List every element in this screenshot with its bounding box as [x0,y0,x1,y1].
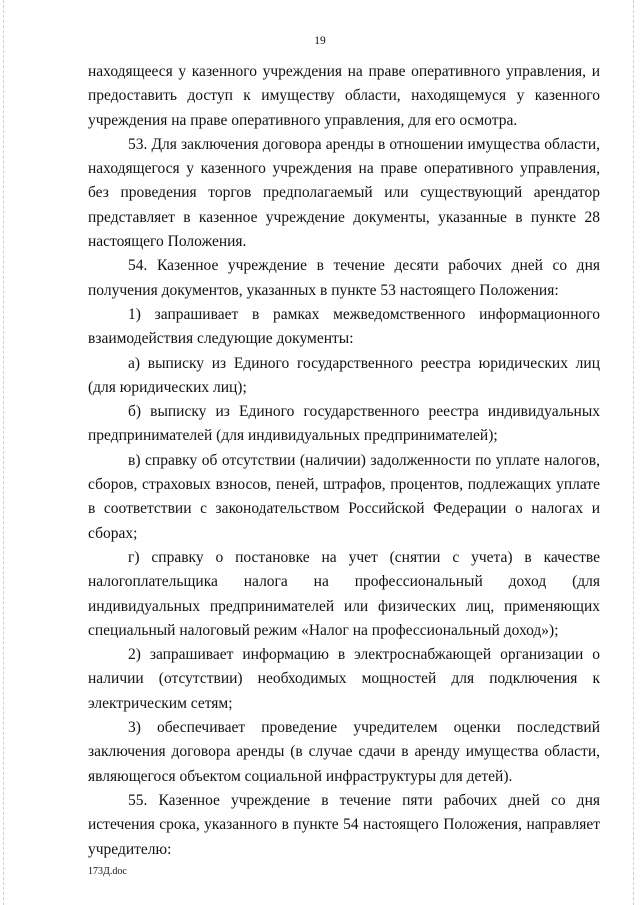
paragraph-54-item-3: 3) обеспечивает проведение учредителем оценки последствий заключения договора аренды (в случае сдачи в аренду имущества области, являющегося объектом социальной инфраструктуры для детей). [88,719,600,785]
paragraph-54-item-1g: г) справку о постановке на учет (снятии с учета) в качестве налогоплательщика налога на профессиональный доход (для индивидуальных предпринимателей или физических лиц, применяющих специальный налоговый режим «Налог на профессиональный доход»); [88,548,600,639]
paragraph-54-item-2: 2) запрашивает информацию в электроснабжающей организации о наличии (отсутствии) необходимых мощностей для подключения к электрическим сетям; [88,646,600,712]
scan-edge-left [3,0,5,905]
paragraph-54: 54. Казенное учреждение в течение десяти рабочих дней со дня получения документов, указанных в пункте 53 настоящего Положения: [88,257,600,299]
paragraph-54-item-1v: в) справку об отсутствии (наличии) задолженности по уплате налогов, сборов, страховых взносов, пеней, штрафов, процентов, подлежащих уплате в соответствии с законодательством Российской Федерации о налогах и сборах; [88,451,600,542]
paragraph-54-item-1: 1) запрашивает в рамках межведомственного информационного взаимодействия следующие документы: [88,305,600,348]
paragraph-53: 53. Для заключения договора аренды в отношении имущества области, находящегося у казенного учреждения на праве оперативного управления, без проведения торгов предполагаемый или существующий арендатор представляет в казенное учреждение документы, указанные в пункте 28 настоящего Положения. [88,135,600,251]
paragraph-54-item-1b: б) выписку из Единого государственного реестра индивидуальных предпринимателей (для индивидуальных предпринимателей); [88,403,600,445]
paragraph-continuation: находящееся у казенного учреждения на праве оперативного управления, и предоставить доступ к имуществу области, находящемуся у казенного учреждения на праве оперативного управления, для его осмотра. [88,63,600,129]
document-body [88,60,600,862]
scan-edge-right [633,0,635,905]
page-number: 19 [314,35,326,47]
paragraph-54-item-1a: а) выписку из Единого государственного реестра юридических лиц (для юридических лиц); [88,354,600,396]
file-name-footer: 173Д.doc [88,866,127,877]
paragraph-55: 55. Казенное учреждение в течение пяти рабочих дней со дня истечения срока, указанного в пункте 54 настоящего Положения, направляет учредителю: [88,791,600,858]
